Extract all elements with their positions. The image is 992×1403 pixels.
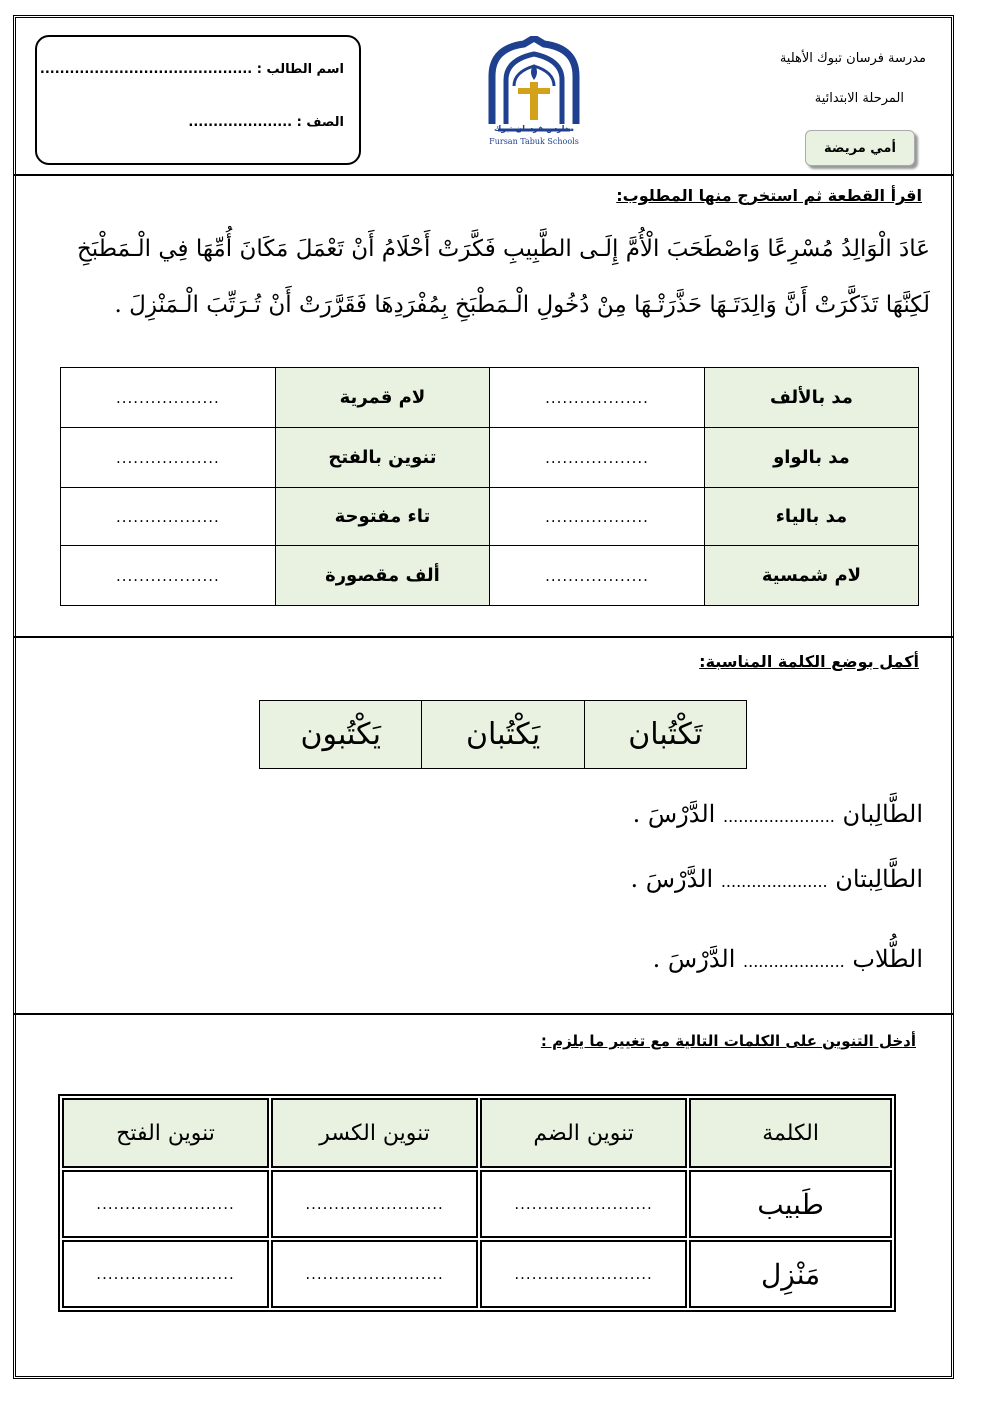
- label-cell: لام قمرية: [275, 368, 489, 428]
- section2-heading: أكمل بوضع الكلمة المناسبة:: [699, 652, 919, 671]
- sentence-object: الدَّرْسَ .: [632, 800, 716, 828]
- answer-cell[interactable]: ........................: [480, 1240, 687, 1308]
- sentence-object: الدَّرْسَ .: [630, 865, 714, 893]
- answer-cell[interactable]: ........................: [480, 1170, 687, 1238]
- answer-cell[interactable]: ..................: [61, 368, 276, 428]
- column-header: تنوين الكسر: [271, 1098, 478, 1168]
- answer-cell[interactable]: ..................: [490, 368, 705, 428]
- word-option[interactable]: تَكْتُبان: [584, 701, 746, 769]
- student-info-box: [35, 35, 361, 165]
- divider: [13, 636, 954, 638]
- table-row: [61, 368, 919, 428]
- sentence-subject: الطُّلاب: [852, 945, 923, 973]
- table-row: [61, 488, 919, 546]
- table-row: [62, 1170, 892, 1238]
- sentence-subject: الطَّالِبتان: [835, 865, 923, 893]
- label-cell: مد بالياء: [704, 488, 918, 546]
- answer-cell[interactable]: ..................: [490, 428, 705, 488]
- table-row: [62, 1240, 892, 1308]
- class-row: [188, 115, 344, 130]
- label-cell: تاء مفتوحة: [275, 488, 489, 546]
- answer-cell[interactable]: ..................: [490, 546, 705, 606]
- school-stage: المرحلة الابتدائية: [814, 91, 904, 106]
- column-header: تنوين الضم: [480, 1098, 687, 1168]
- answer-cell[interactable]: ........................: [271, 1240, 478, 1308]
- table-row: [61, 428, 919, 488]
- label-cell: مد بالألف: [704, 368, 918, 428]
- column-header: الكلمة: [689, 1098, 892, 1168]
- passage-line-2: لَكِنَّهَا تَذَكَّرَتْ أَنَّ وَالِدَتَـهَا حَذَّرَتْـهَا مِنْ دُخُولِ الْـمَطْبَخِ بِمُفْرَدِهَا فَقَرَّرَتْ أَنْ تُـرَتِّبَ الْـمَنْزِلَ .: [114, 292, 930, 318]
- answer-cell[interactable]: ........................: [271, 1170, 478, 1238]
- section1-heading: اقرأ القطعة ثم استخرج منها المطلوب:: [616, 186, 922, 205]
- sentence-1: [633, 800, 923, 828]
- sentence-subject: الطَّالِبان: [842, 800, 923, 828]
- divider: [13, 1013, 954, 1015]
- sentence-object: الدَّرْسَ .: [652, 945, 736, 973]
- student-name-label: اسم الطالب :: [256, 62, 344, 77]
- sentence-blank[interactable]: ....................: [743, 952, 845, 971]
- label-cell: لام شمسية: [704, 546, 918, 606]
- extract-table: [60, 367, 919, 606]
- table-row: [61, 546, 919, 606]
- word-bank: [259, 700, 747, 769]
- label-cell: مد بالواو: [704, 428, 918, 488]
- logo-text-ar: مدارس فرسان تبوك: [493, 124, 575, 133]
- student-name-row: [40, 62, 344, 77]
- word-option[interactable]: يَكْتُبان: [422, 701, 584, 769]
- answer-cell[interactable]: ........................: [62, 1240, 269, 1308]
- word-option[interactable]: يَكْتُبون: [260, 701, 422, 769]
- student-name-field[interactable]: ...........................................: [39, 62, 253, 77]
- class-field[interactable]: .....................: [188, 115, 293, 130]
- school-name: مدرسة فرسان تبوك الأهلية: [779, 51, 926, 66]
- passage-line-1: عَادَ الْوَالِدُ مُسْرِعًا وَاصْطَحَبَ الْأُمَّ إِلَـى الطَّبِيبِ فَكَّرَتْ أَحْلَامُ أَنْ تَعْمَلَ مَكَانَ أُمِّهَا فِي الْـمَطْبَخِ: [76, 236, 930, 262]
- answer-cell[interactable]: ..................: [61, 428, 276, 488]
- label-cell: تنوين بالفتح: [275, 428, 489, 488]
- sentence-3: [653, 945, 923, 973]
- sentence-2: [630, 865, 923, 893]
- word-cell: طَبيب: [689, 1170, 892, 1238]
- logo-text-en: Fursan Tabuk Schools: [489, 137, 579, 146]
- word-cell: مَنْزِل: [689, 1240, 892, 1308]
- label-cell: ألف مقصورة: [275, 546, 489, 606]
- tanween-table: [58, 1094, 896, 1312]
- answer-cell[interactable]: ..................: [61, 546, 276, 606]
- answer-cell[interactable]: ..................: [61, 488, 276, 546]
- answer-cell[interactable]: ........................: [62, 1170, 269, 1238]
- class-label: الصف :: [296, 115, 344, 130]
- divider: [13, 174, 954, 176]
- lesson-title-badge: أمي مريضة: [805, 130, 915, 166]
- sentence-blank[interactable]: .....................: [720, 872, 828, 891]
- answer-cell[interactable]: ..................: [490, 488, 705, 546]
- sentence-blank[interactable]: ......................: [722, 807, 835, 826]
- column-header: تنوين الفتح: [62, 1098, 269, 1168]
- section3-heading: أدخل التنوين على الكلمات التالية مع تغيير ما يلزم :: [540, 1032, 916, 1050]
